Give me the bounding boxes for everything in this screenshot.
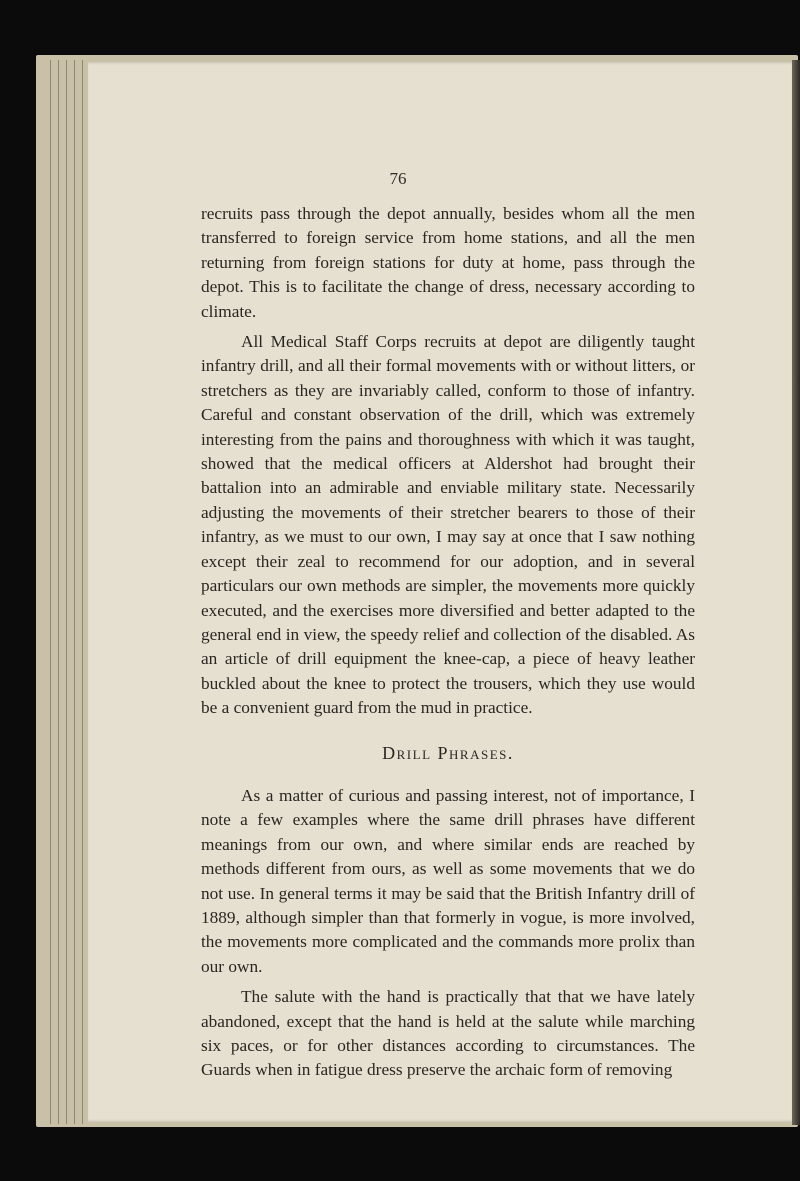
paragraph: recruits pass through the depot annually, besides whom all the men transferred to foreign service from home stations, and all the men returning from foreign stations for duty at home, pass through the depot. This is to facilitate the change of dress, necessary according to climate. [201,204,695,321]
page-edge [58,60,59,1124]
page-edge [74,60,75,1124]
section-heading: Drill Phrases. [382,742,514,763]
page-edge [66,60,67,1124]
book-spine-edge [792,60,800,1125]
paragraph: All Medical Staff Corps recruits at depot are diligently taught infantry drill, and all their formal movements with or without litters, or stretchers as they are invariably called, conform to those of infantry. Careful and constant observation of the drill, which was extremely interesting from the pains and thoroughness with which it was taught, showed that the medical officers at Aldershot had brought their battalion into an admirable and enviable military state. Necessarily adjusting the movements of their stretcher bearers to those of their infantry, as we must to our own, I may say at once that I saw nothing except their zeal to recommend for our adoption, and in several particulars our own methods are simpler, the movements more quickly executed, and the exercises more diversified and better adapted to the general end in view, the speedy relief and collection of the disabled. As an article of drill equipment the knee-cap, a piece of heavy leather buckled about the knee to protect the trousers, which they use would be a convenient guard from the mud in practice. [201,332,695,718]
paragraph: As a matter of curious and passing interest, not of importance, I note a few examples where the same drill phrases have different meanings from our own, and where similar ends are reached by methods different from ours, as well as some movements that we do not use. In general terms it may be said that the British Infantry drill of 1889, although simpler than that formerly in vogue, is more involved, the movements more complicated and the commands more prolix than our own. [201,785,695,976]
page-edge [50,60,51,1124]
book-page [88,62,796,1122]
page-edge [82,60,83,1124]
paragraph: The salute with the hand is practically that that we have lately abandoned, except that the hand is held at the salute while marching six paces, or for other distances according to circumstances. The Guards when in fatigue dress preserve the archaic form of removing [201,987,695,1080]
page-number: 76 [389,169,407,188]
page-text [201,202,695,1083]
